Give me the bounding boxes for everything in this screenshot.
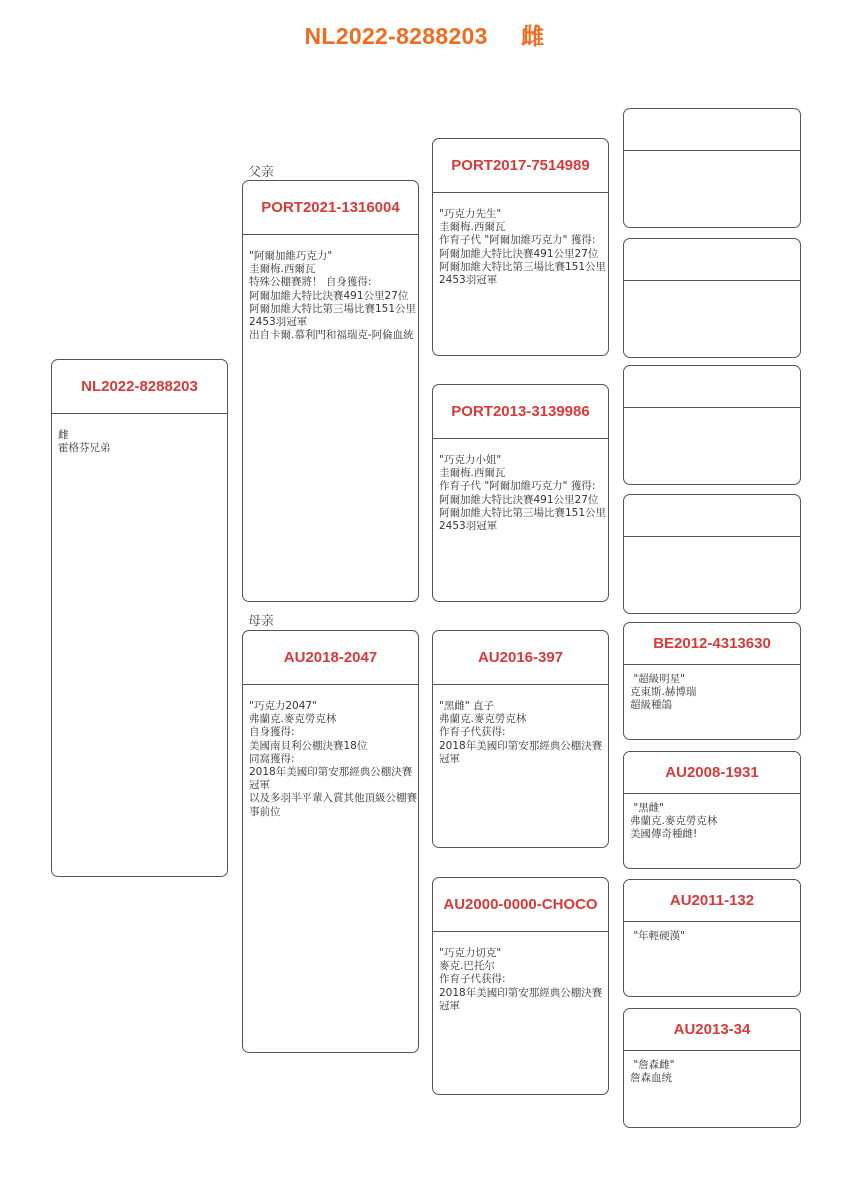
gen4-card-5: [623, 622, 801, 740]
gen4-details: "詹森雌" 詹森血统: [630, 1059, 675, 1085]
gen4-card-8: [623, 1008, 801, 1128]
sire-sire-card: [432, 138, 609, 356]
sire-card: [242, 180, 419, 602]
subject-details: 雌 霍格芬兄弟: [58, 429, 111, 455]
dam-sire-details: "黑雌" 直子 弗蘭克.麥克勞克林 作育子代获得: 2018年美國印第安那經典公棚決賽冠軍: [439, 700, 603, 765]
dam-ring-number: AU2018-2047: [243, 631, 418, 685]
gen4-ring-number: [624, 109, 800, 151]
sire-details: "阿爾加維巧克力" 圭爾梅.西爾瓦 特殊公棚賽將！ 自身獲得: 阿爾加維大特比決賽491公里27位 阿爾加維大特比第三場比賽151公里2453羽冠軍 出自卡爾.慕利門和福瑞克-阿倫血統: [249, 250, 417, 342]
dam-sire-ring-number: AU2016-397: [433, 631, 608, 685]
dam-dam-card: [432, 877, 609, 1095]
gen4-card-2: [623, 238, 801, 358]
dam-sire-card: [432, 630, 609, 848]
gen4-ring-number: [624, 366, 800, 408]
gen4-details: [624, 537, 800, 545]
gen4-ring-number: AU2008-1931: [624, 752, 800, 794]
gen4-card-3: [623, 365, 801, 485]
dam-dam-ring-number: AU2000-0000-CHOCO: [433, 878, 608, 932]
sire-dam-card: [432, 384, 609, 602]
gen4-card-7: [623, 879, 801, 997]
subject-ring-number: NL2022-8288203: [52, 360, 227, 414]
gen4-card-6: [623, 751, 801, 869]
gen4-ring-number: AU2013-34: [624, 1009, 800, 1051]
sire-label: 父亲: [248, 165, 275, 180]
sire-ring-number: PORT2021-1316004: [243, 181, 418, 235]
gen4-details: [624, 408, 800, 416]
gen4-details: "黑雌" 弗蘭克.麥克勞克林 美國傳奇種雌!: [630, 802, 718, 841]
gen4-details: [624, 281, 800, 289]
gen4-ring-number: AU2011-132: [624, 880, 800, 922]
gen4-details: "超級明星" 克東斯.赫博瑞 超級種鴿: [630, 673, 697, 712]
dam-label: 母亲: [248, 614, 275, 629]
dam-details: "巧克力2047" 弗蘭克.麥克勞克林 自身獲得: 美國南貝利公棚決賽18位 同窩獲得: 2018年美國印第安那經典公棚決賽冠軍 以及多羽半平輩入賞其他頂級公棚賽事前位: [249, 700, 417, 818]
gen4-ring-number: BE2012-4313630: [624, 623, 800, 665]
dam-card: [242, 630, 419, 1053]
subject-card: [51, 359, 228, 877]
gen4-details: [624, 151, 800, 159]
sire-dam-details: "巧克力小姐" 圭爾梅.西爾瓦 作育子代 "阿爾加維巧克力" 獲得: 阿爾加維大特比決賽491公里27位 阿爾加維大特比第三場比賽151公里2453羽冠軍: [439, 454, 607, 533]
sire-sire-ring-number: PORT2017-7514989: [433, 139, 608, 193]
gen4-card-1: [623, 108, 801, 228]
gen4-details: "年輕硬漢": [630, 930, 686, 942]
gen4-card-4: [623, 494, 801, 614]
gen4-ring-number: [624, 495, 800, 537]
sire-sire-details: "巧克力先生" 圭爾梅.西爾瓦 作育子代 "阿爾加維巧克力" 獲得: 阿爾加維大特比決賽491公里27位 阿爾加維大特比第三場比賽151公里2453羽冠軍: [439, 208, 607, 287]
dam-dam-details: "巧克力切克" 麥克.巴托尔 作育子代获得: 2018年美國印第安那經典公棚決賽冠軍: [439, 947, 603, 1012]
gen4-ring-number: [624, 239, 800, 281]
page-title: NL2022-8288203 雌: [304, 23, 545, 49]
sire-dam-ring-number: PORT2013-3139986: [433, 385, 608, 439]
